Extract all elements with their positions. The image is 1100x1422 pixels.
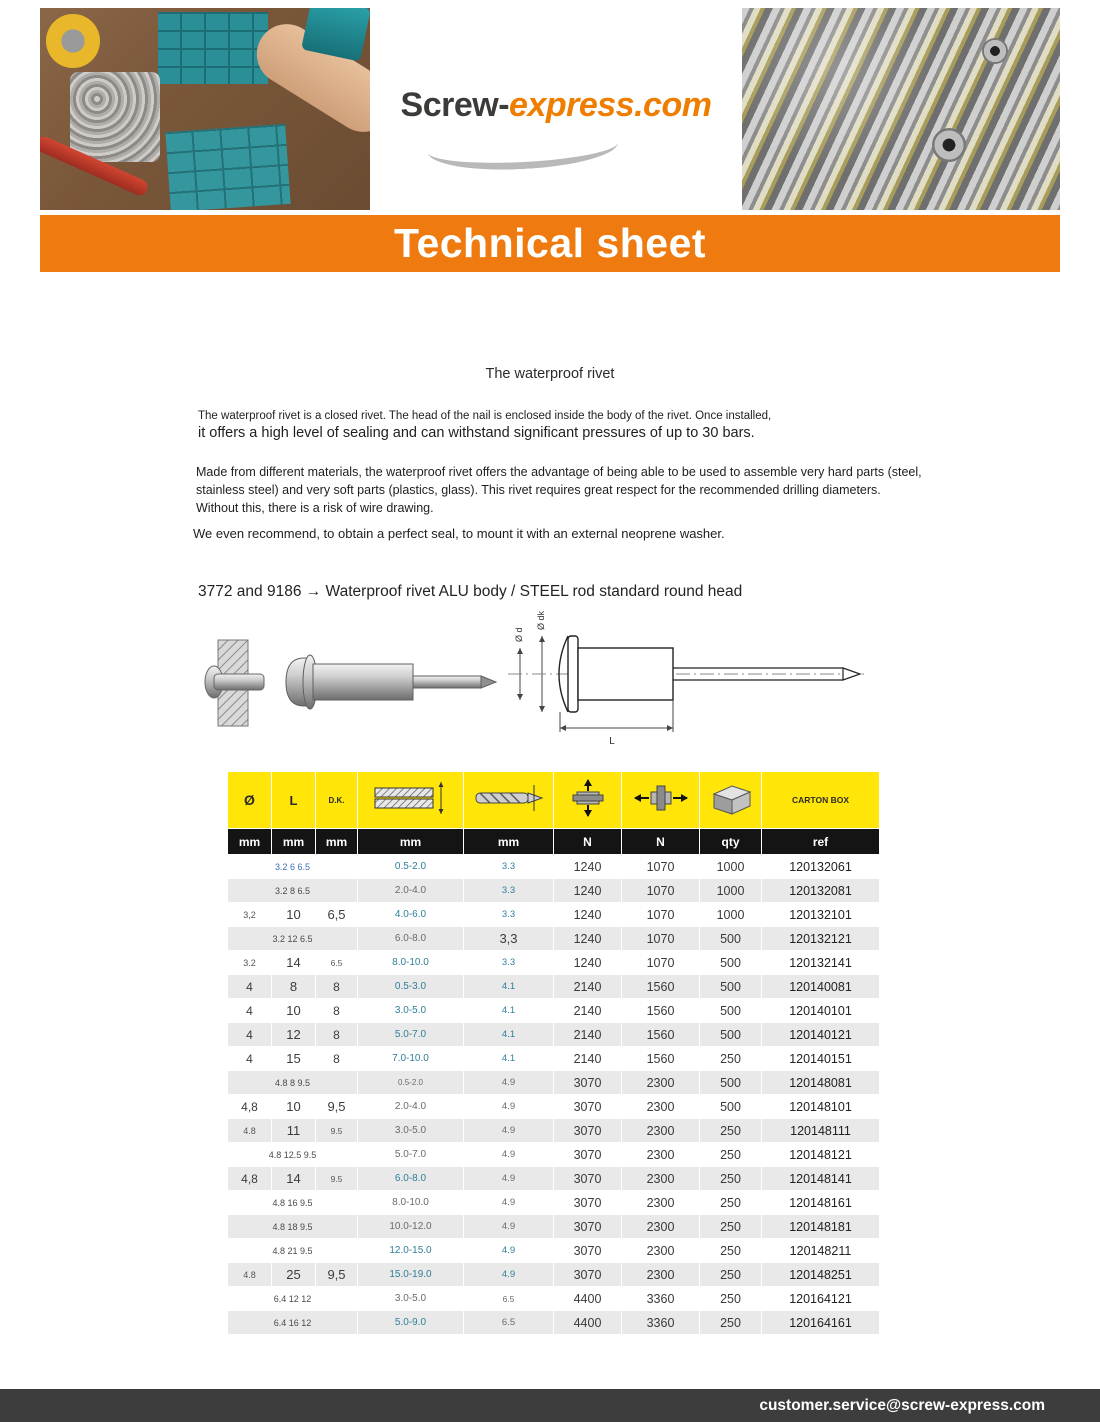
ref-cell: 120140081 <box>762 975 880 999</box>
tensile-strength-cell: 1070 <box>622 927 700 951</box>
head-diameter-cell: 8 <box>316 1023 358 1047</box>
shear-strength-cell: 3070 <box>554 1167 622 1191</box>
tensile-strength-cell: 2300 <box>622 1071 700 1095</box>
grip-range-cell: 5.0-9.0 <box>358 1311 464 1335</box>
table-row <box>228 1287 880 1311</box>
grip-range-cell: 0.5-2.0 <box>358 855 464 879</box>
head-diameter-cell: 8 <box>316 999 358 1023</box>
head-diameter-cell: 6.5 <box>316 951 358 975</box>
grip-range-cell: 7.0-10.0 <box>358 1047 464 1071</box>
screw-tray-decor <box>165 124 290 210</box>
shear-strength-cell: 1240 <box>554 903 622 927</box>
tensile-strength-cell: 2300 <box>622 1239 700 1263</box>
length-cell: 14 <box>272 951 316 975</box>
length-cell: 25 <box>272 1263 316 1287</box>
screws-photo <box>742 8 1060 210</box>
table-row <box>228 879 880 903</box>
page-header <box>40 8 1060 210</box>
drill-diameter-cell: 4.9 <box>464 1143 554 1167</box>
logo-part1: Screw- <box>400 86 510 124</box>
tensile-strength-cell: 3360 <box>622 1311 700 1335</box>
grip-range-cell: 0.5-3.0 <box>358 975 464 999</box>
shear-strength-cell: 3070 <box>554 1095 622 1119</box>
head-diameter-cell: 8 <box>316 975 358 999</box>
ref-cell: 120132121 <box>762 927 880 951</box>
footer-bar <box>0 1389 1100 1422</box>
ref-cell: 120148141 <box>762 1167 880 1191</box>
dimensions-cell: 6.4 16 12 <box>228 1311 358 1335</box>
length-header: L <box>272 772 316 829</box>
screw-head-decor <box>982 38 1008 64</box>
length-cell: 10 <box>272 1095 316 1119</box>
grip-range-header <box>358 772 464 829</box>
dimensions-cell: 3.2 8 6.5 <box>228 879 358 903</box>
ref-cell: 120148111 <box>762 1119 880 1143</box>
drill-diameter-cell: 6.5 <box>464 1287 554 1311</box>
qty-cell: 250 <box>700 1311 762 1335</box>
screw-head-decor <box>932 128 966 162</box>
shear-strength-cell: 2140 <box>554 999 622 1023</box>
grip-range-cell: 10.0-12.0 <box>358 1215 464 1239</box>
drill-diameter-cell: 4.9 <box>464 1263 554 1287</box>
ref-cell: 120164161 <box>762 1311 880 1335</box>
drill-diameter-cell: 4.9 <box>464 1071 554 1095</box>
ref-cell: 120164121 <box>762 1287 880 1311</box>
ref-cell: 120132081 <box>762 879 880 903</box>
head-diameter-cell: 8 <box>316 1047 358 1071</box>
tensile-strength-cell: 2300 <box>622 1263 700 1287</box>
diameter-cell: 4 <box>228 999 272 1023</box>
qty-cell: 500 <box>700 975 762 999</box>
workbench-photo <box>40 8 370 210</box>
diameter-header: Ø <box>228 772 272 829</box>
drill-diameter-cell: 3.3 <box>464 951 554 975</box>
qty-cell: 250 <box>700 1215 762 1239</box>
logo-part2: express.com <box>509 86 712 124</box>
rivet-body <box>313 664 413 700</box>
grip-range-cell: 8.0-10.0 <box>358 1191 464 1215</box>
diameter-cell: 4.8 <box>228 1263 272 1287</box>
shear-strength-cell: 1240 <box>554 951 622 975</box>
tensile-strength-cell: 2300 <box>622 1191 700 1215</box>
table-row <box>228 975 880 999</box>
installed-rivet-body <box>214 674 264 690</box>
grip-range-cell: 5.0-7.0 <box>358 1143 464 1167</box>
drill-bit-icon <box>472 781 546 815</box>
rivet-spec-table <box>228 772 880 1335</box>
table-row <box>228 1215 880 1239</box>
logo-swoosh <box>427 121 619 174</box>
dimensions-cell: 3.2 6 6.5 <box>228 855 358 879</box>
tensile-strength-cell: 2300 <box>622 1143 700 1167</box>
ref-cell: 120140101 <box>762 999 880 1023</box>
diameter-d-label: Ø d <box>514 627 524 642</box>
shear-strength-cell: 1240 <box>554 855 622 879</box>
shear-strength-cell: 3070 <box>554 1143 622 1167</box>
logo <box>370 8 742 210</box>
shear-strength-cell: 3070 <box>554 1215 622 1239</box>
unit-qty: qty <box>700 829 762 855</box>
table-row <box>228 1263 880 1287</box>
shear-strength-header <box>554 772 622 829</box>
logo-text <box>370 86 742 125</box>
qty-cell: 250 <box>700 1143 762 1167</box>
shear-strength-cell: 2140 <box>554 1047 622 1071</box>
ref-cell: 120148101 <box>762 1095 880 1119</box>
length-cell: 15 <box>272 1047 316 1071</box>
head-diameter-cell: 9.5 <box>316 1119 358 1143</box>
qty-cell: 250 <box>700 1047 762 1071</box>
unit-n-1: N <box>554 829 622 855</box>
length-label: L <box>609 736 615 747</box>
tensile-strength-cell: 1070 <box>622 855 700 879</box>
rivet-photo-illustration <box>200 618 500 743</box>
qty-cell: 250 <box>700 1191 762 1215</box>
table-row <box>228 1311 880 1335</box>
rivet-mandrel <box>413 676 481 688</box>
qty-cell: 1000 <box>700 855 762 879</box>
ref-cell: 120140121 <box>762 1023 880 1047</box>
drill-diameter-cell: 4.9 <box>464 1119 554 1143</box>
table-row <box>228 855 880 879</box>
grip-range-cell: 5.0-7.0 <box>358 1023 464 1047</box>
head-diameter-cell: 6,5 <box>316 903 358 927</box>
tensile-strength-cell: 2300 <box>622 1095 700 1119</box>
dimensions-cell: 4.8 16 9.5 <box>228 1191 358 1215</box>
grip-range-cell: 3.0-5.0 <box>358 1287 464 1311</box>
qty-cell: 500 <box>700 999 762 1023</box>
drill-diameter-cell: 4.9 <box>464 1191 554 1215</box>
dimensions-cell: 4.8 12.5 9.5 <box>228 1143 358 1167</box>
diameter-cell: 4 <box>228 1023 272 1047</box>
drill-diameter-cell: 4.1 <box>464 975 554 999</box>
intro-paragraph-3: We even recommend, to obtain a perfect seal, to mount it with an external neoprene washer. <box>193 526 725 541</box>
table-row <box>228 1047 880 1071</box>
unit-mm-5: mm <box>464 829 554 855</box>
mandrel-tip <box>481 676 496 688</box>
body-outline <box>578 648 673 700</box>
shear-strength-icon <box>563 778 613 818</box>
qty-cell: 250 <box>700 1119 762 1143</box>
length-cell: 12 <box>272 1023 316 1047</box>
grip-range-cell: 6.0-8.0 <box>358 927 464 951</box>
qty-cell: 250 <box>700 1263 762 1287</box>
table-row <box>228 1239 880 1263</box>
unit-header-row <box>228 829 880 855</box>
grip-range-cell: 4.0-6.0 <box>358 903 464 927</box>
diameter-cell: 4,8 <box>228 1167 272 1191</box>
ref-cell: 120148121 <box>762 1143 880 1167</box>
qty-cell: 250 <box>700 1239 762 1263</box>
diameter-cell: 3.2 <box>228 951 272 975</box>
dimensions-cell: 4.8 8 9.5 <box>228 1071 358 1095</box>
qty-cell: 500 <box>700 1095 762 1119</box>
table-row <box>228 903 880 927</box>
table-row <box>228 951 880 975</box>
ref-cell: 120132061 <box>762 855 880 879</box>
diameter-cell: 4 <box>228 975 272 999</box>
carton-box-icon-header <box>700 772 762 829</box>
drill-diameter-cell: 6.5 <box>464 1311 554 1335</box>
grip-range-cell: 2.0-4.0 <box>358 1095 464 1119</box>
section-heading: 3772 and 9186 → Waterproof rivet ALU body / STEEL rod standard round head <box>198 583 743 600</box>
drill-diameter-cell: 4.9 <box>464 1215 554 1239</box>
length-cell: 8 <box>272 975 316 999</box>
unit-mm-1: mm <box>228 829 272 855</box>
tensile-strength-cell: 1560 <box>622 1023 700 1047</box>
table-row <box>228 999 880 1023</box>
screw-tray-decor <box>158 12 268 84</box>
grip-range-cell: 6.0-8.0 <box>358 1167 464 1191</box>
carton-box-header: CARTON BOX <box>762 772 880 829</box>
drill-diameter-cell: 4.9 <box>464 1239 554 1263</box>
length-cell: 10 <box>272 903 316 927</box>
tensile-strength-cell: 3360 <box>622 1287 700 1311</box>
tensile-strength-cell: 1560 <box>622 999 700 1023</box>
shear-strength-cell: 2140 <box>554 975 622 999</box>
intro-line-2: it offers a high level of sealing and can withstand significant pressures of up to 30 bars. <box>198 425 755 441</box>
diameter-dk-label: Ø dk <box>536 610 546 630</box>
icon-header-row <box>228 772 880 829</box>
shear-strength-cell: 4400 <box>554 1287 622 1311</box>
grip-range-cell: 3.0-5.0 <box>358 1119 464 1143</box>
ref-cell: 120132101 <box>762 903 880 927</box>
ref-cell: 120140151 <box>762 1047 880 1071</box>
grip-range-icon <box>369 780 453 816</box>
qty-cell: 500 <box>700 927 762 951</box>
dimensions-cell: 4.8 21 9.5 <box>228 1239 358 1263</box>
page-title: The waterproof rivet <box>485 366 615 382</box>
table-row <box>228 1023 880 1047</box>
table-row <box>228 927 880 951</box>
tape-measure-decor <box>46 14 100 68</box>
shear-strength-cell: 1240 <box>554 879 622 903</box>
ref-cell: 120132141 <box>762 951 880 975</box>
tensile-strength-cell: 1560 <box>622 975 700 999</box>
unit-mm-2: mm <box>272 829 316 855</box>
drill-diameter-cell: 3.3 <box>464 903 554 927</box>
table-row <box>228 1143 880 1167</box>
drill-diameter-cell: 4.1 <box>464 1047 554 1071</box>
unit-mm-4: mm <box>358 829 464 855</box>
shear-strength-cell: 1240 <box>554 927 622 951</box>
table-row <box>228 1119 880 1143</box>
intro-paragraph-2: Made from different materials, the waterproof rivet offers the advantage of being able to be used to assemble very hard parts (steel, stainless steel) and very soft parts (plastics, glass). This rivet requires great respect for the recommended drilling diameters. Without this, there is a risk of wire drawing. <box>196 465 922 515</box>
drill-diameter-cell: 3,3 <box>464 927 554 951</box>
carton-box-icon <box>708 780 754 816</box>
tensile-strength-header <box>622 772 700 829</box>
tensile-strength-cell: 1070 <box>622 951 700 975</box>
drill-diameter-cell: 4.1 <box>464 999 554 1023</box>
qty-cell: 1000 <box>700 903 762 927</box>
qty-cell: 250 <box>700 1287 762 1311</box>
diameter-cell: 4,8 <box>228 1095 272 1119</box>
drill-diameter-cell: 4.9 <box>464 1167 554 1191</box>
drill-diameter-header <box>464 772 554 829</box>
tensile-strength-icon <box>631 780 691 816</box>
diameter-cell: 4 <box>228 1047 272 1071</box>
ref-cell: 120148211 <box>762 1239 880 1263</box>
grip-range-cell: 2.0-4.0 <box>358 879 464 903</box>
table-row <box>228 1071 880 1095</box>
rivet-table-body <box>228 855 880 1335</box>
shear-strength-cell: 3070 <box>554 1239 622 1263</box>
rivet-technical-drawing <box>498 600 878 750</box>
length-cell: 10 <box>272 999 316 1023</box>
shear-strength-cell: 3070 <box>554 1119 622 1143</box>
shear-strength-cell: 2140 <box>554 1023 622 1047</box>
screws-pile-decor <box>70 72 160 162</box>
dimensions-cell: 4.8 18 9.5 <box>228 1215 358 1239</box>
contact-email[interactable]: customer.service@screw-express.com <box>759 1397 1045 1414</box>
ref-cell: 120148081 <box>762 1071 880 1095</box>
grip-range-cell: 8.0-10.0 <box>358 951 464 975</box>
drill-diameter-cell: 3.3 <box>464 879 554 903</box>
diameter-cell: 3,2 <box>228 903 272 927</box>
dimensions-cell: 3.2 12 6.5 <box>228 927 358 951</box>
grip-range-cell: 0.5-2.0 <box>358 1071 464 1095</box>
head-diameter-cell: 9.5 <box>316 1167 358 1191</box>
drill-diameter-cell: 3.3 <box>464 855 554 879</box>
length-cell: 14 <box>272 1167 316 1191</box>
shear-strength-cell: 4400 <box>554 1311 622 1335</box>
qty-cell: 1000 <box>700 879 762 903</box>
head-diameter-header: D.K. <box>316 772 358 829</box>
unit-mm-3: mm <box>316 829 358 855</box>
head-diameter-cell: 9,5 <box>316 1095 358 1119</box>
table-row <box>228 1167 880 1191</box>
flange-outline <box>568 636 578 712</box>
qty-cell: 500 <box>700 1071 762 1095</box>
grip-range-cell: 15.0-19.0 <box>358 1263 464 1287</box>
tensile-strength-cell: 1070 <box>622 879 700 903</box>
table-row <box>228 1095 880 1119</box>
shear-strength-cell: 3070 <box>554 1191 622 1215</box>
dimensions-cell: 6.4 12 12 <box>228 1287 358 1311</box>
tensile-strength-cell: 2300 <box>622 1119 700 1143</box>
tensile-strength-cell: 2300 <box>622 1167 700 1191</box>
mandrel-point <box>843 668 860 680</box>
qty-cell: 250 <box>700 1167 762 1191</box>
table-row <box>228 1191 880 1215</box>
drill-diameter-cell: 4.9 <box>464 1095 554 1119</box>
tensile-strength-cell: 2300 <box>622 1215 700 1239</box>
tensile-strength-cell: 1560 <box>622 1047 700 1071</box>
unit-n-2: N <box>622 829 700 855</box>
qty-cell: 500 <box>700 1023 762 1047</box>
grip-range-cell: 12.0-15.0 <box>358 1239 464 1263</box>
head-diameter-cell: 9,5 <box>316 1263 358 1287</box>
diameter-cell: 4.8 <box>228 1119 272 1143</box>
grip-range-cell: 3.0-5.0 <box>358 999 464 1023</box>
ref-cell: 120148181 <box>762 1215 880 1239</box>
shear-strength-cell: 3070 <box>554 1263 622 1287</box>
intro-line-1: The waterproof rivet is a closed rivet. The head of the nail is enclosed inside the body of the rivet. Once installed, <box>198 410 772 422</box>
banner-title: Technical sheet <box>40 215 1060 272</box>
ref-cell: 120148251 <box>762 1263 880 1287</box>
tensile-strength-cell: 1070 <box>622 903 700 927</box>
intro-paragraph-1 <box>198 410 958 441</box>
drill-diameter-cell: 4.1 <box>464 1023 554 1047</box>
qty-cell: 500 <box>700 951 762 975</box>
shear-strength-cell: 3070 <box>554 1071 622 1095</box>
unit-ref: ref <box>762 829 880 855</box>
ref-cell: 120148161 <box>762 1191 880 1215</box>
length-cell: 11 <box>272 1119 316 1143</box>
